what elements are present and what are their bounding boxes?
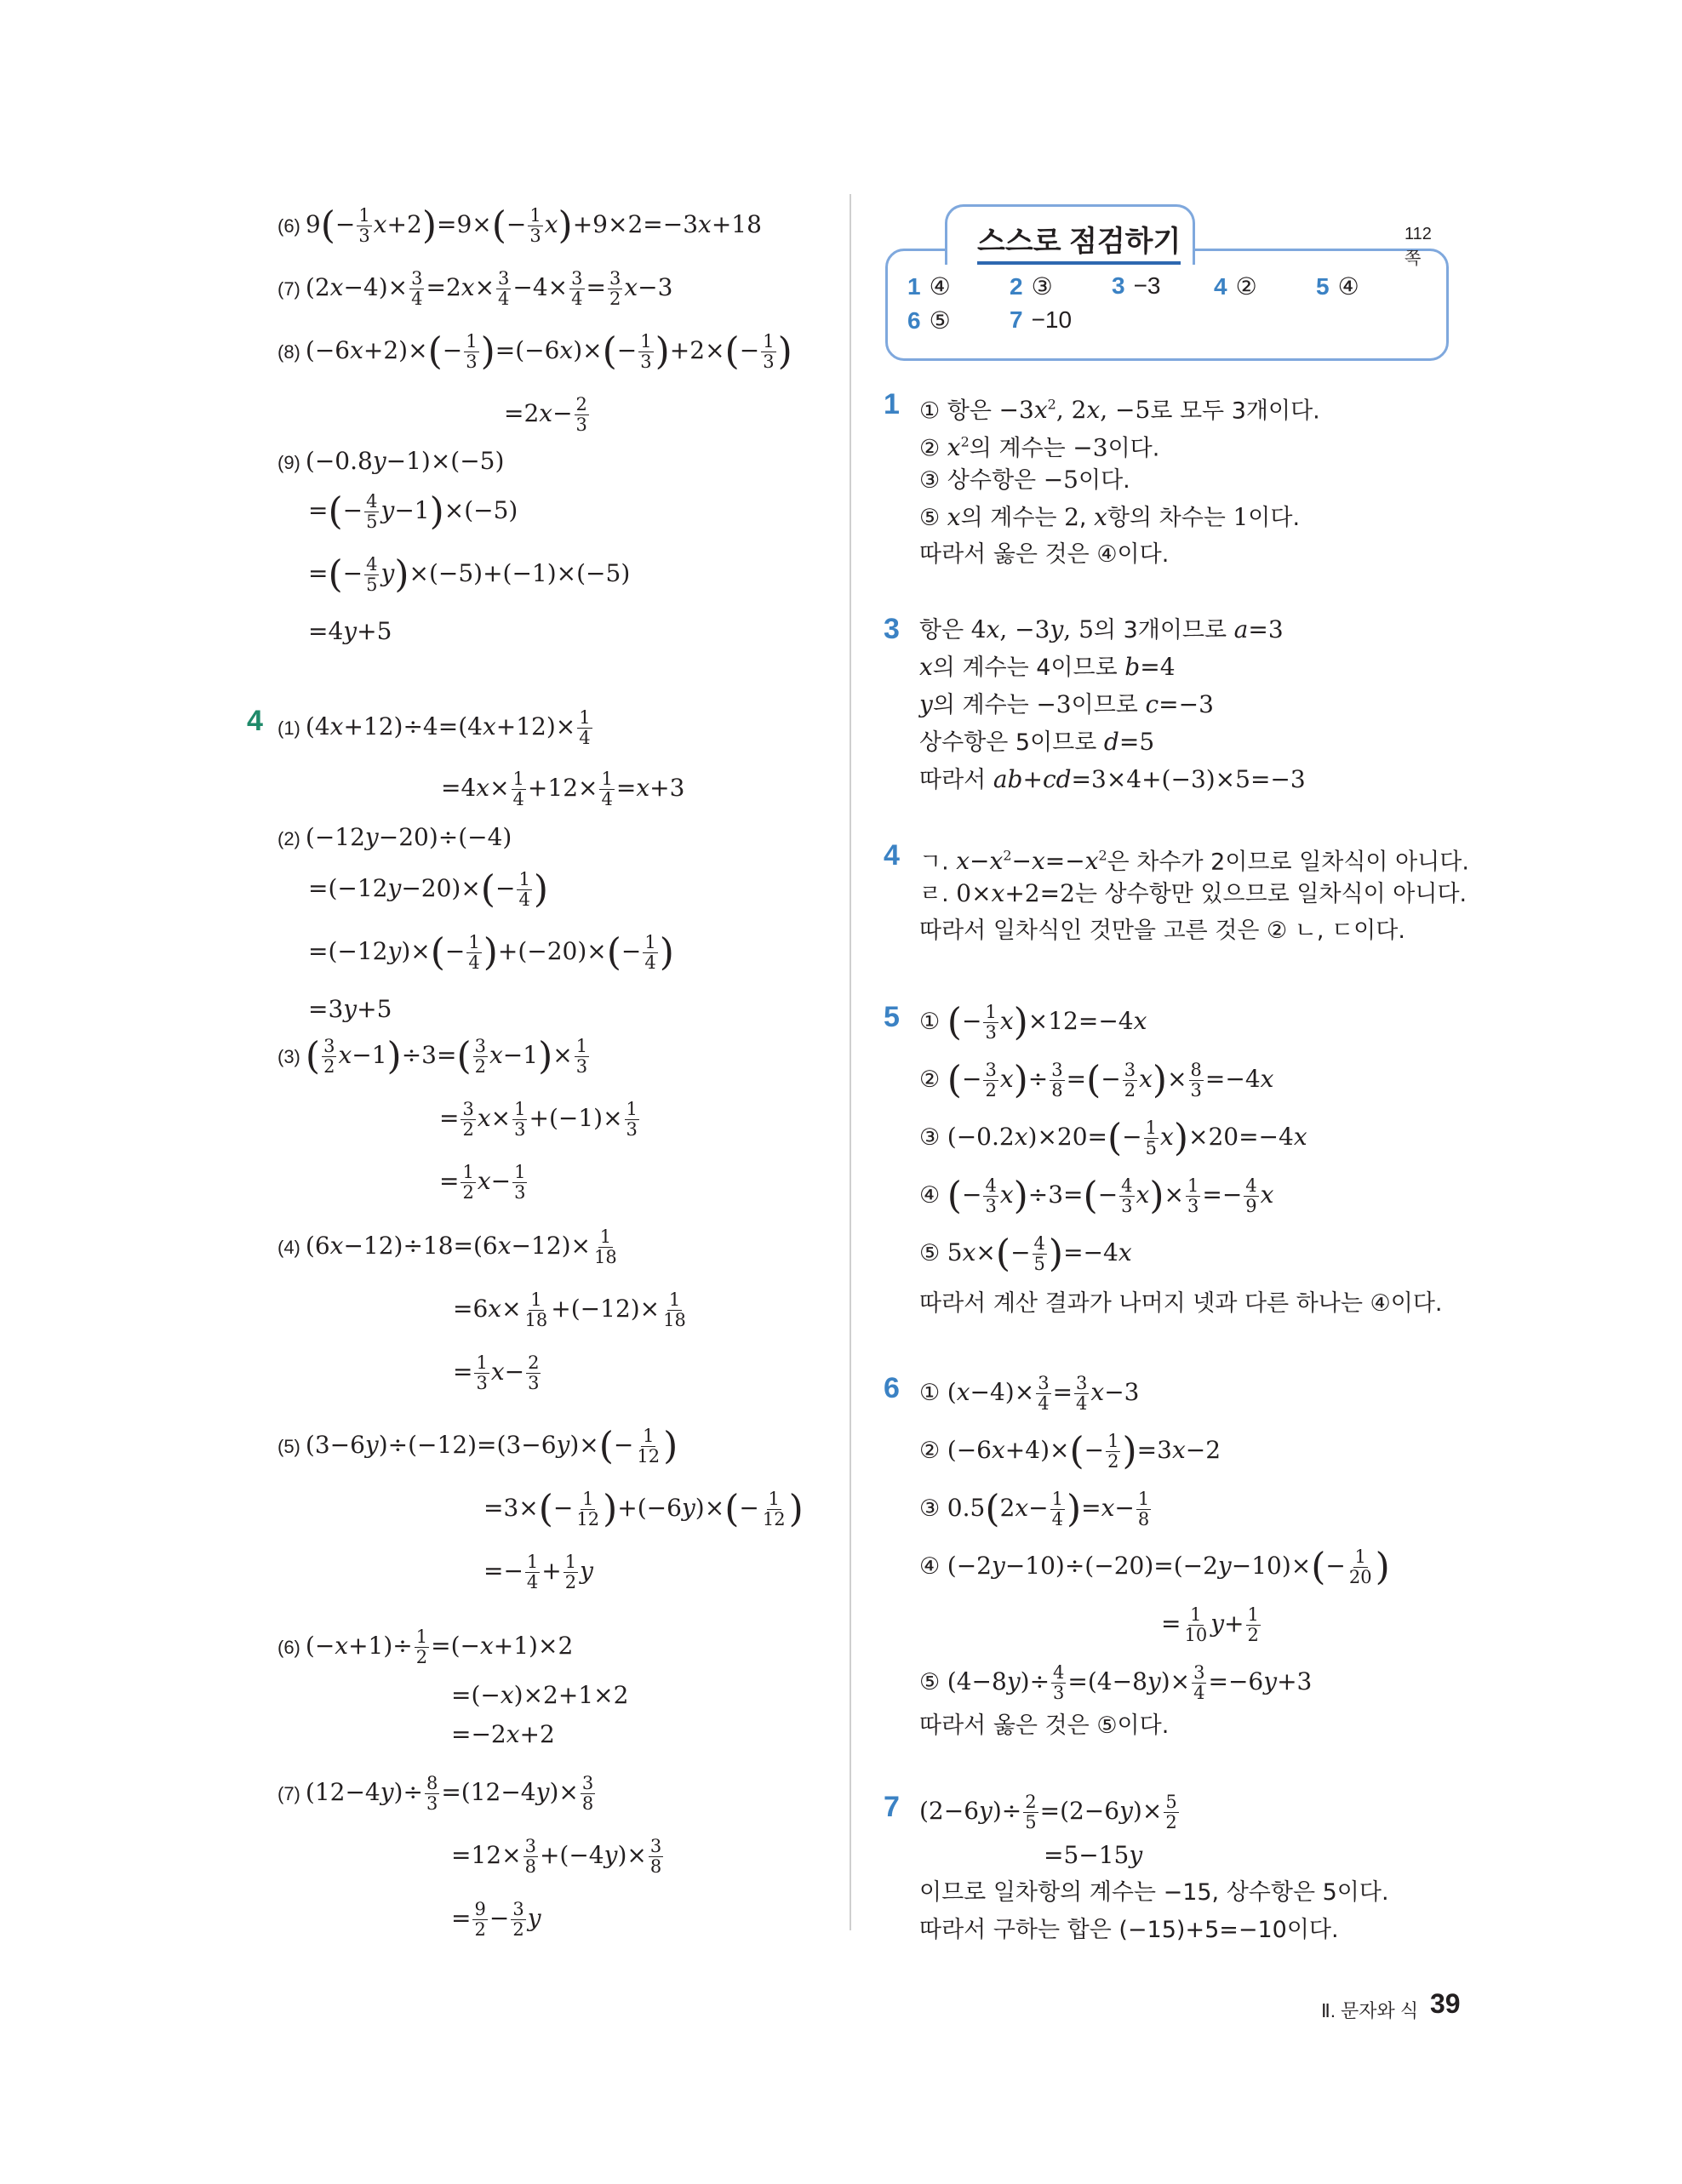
page-number: 39: [1430, 1988, 1461, 2019]
problem-3-6: (6) 9(− $\frac{1}{3}$ x+2)=9×(− $\frac{1}{3}$ x)+9×2=−3x+18: [277, 203, 762, 248]
problem-4-4: (4) (6x−12)÷18=(6x−12)× $\frac{1}{18}$: [277, 1226, 617, 1267]
problem-4-2-step1: =(−12y−20)×(− $\frac{1}{4}$ ): [308, 867, 548, 912]
solution-7-number: 7: [884, 1791, 900, 1823]
problem-3-8: (8) (−6x+2)×(− $\frac{1}{3}$ )=(−6x)×(− $\frac{1}{3}$ )+2×(− $\frac{1}{3}$ ): [277, 329, 792, 374]
answer-1: 1 ④: [907, 273, 951, 300]
solution-5-line3: ③ (−0.2x)×20=(− $\frac{1}{5}$ x)×20=−4x: [919, 1116, 1307, 1160]
solution-6-line5: ⑤ (4−8y)÷ $\frac{4}{3}$ =(4−8y)× $\frac{3}{4}$ =−6y+3: [919, 1662, 1313, 1703]
answer-4: 4 ②: [1214, 273, 1257, 300]
solution-5-line2: ② (− $\frac{3}{2}$ x)÷ $\frac{3}{8}$ =(− $\frac{3}{2}$ x)× $\frac{8}{3}$ =−4x: [919, 1058, 1274, 1102]
self-check-box: [885, 204, 1447, 361]
solution-6-line3: ③ 0.5(2x− $\frac{1}{4}$ )=x− $\frac{1}{8}$: [919, 1487, 1150, 1531]
problem-4-6-step2: =−2x+2: [451, 1720, 555, 1748]
column-divider: [850, 194, 851, 1930]
problem-4-3-step2: = $\frac{1}{2}$ x− $\frac{1}{3}$: [439, 1162, 526, 1203]
solution-4-conclusion: 따라서 일차식인 것만을 고른 것은 ② ㄴ, ㄷ이다.: [919, 918, 1405, 944]
solution-3-line4: 상수항은 5이므로 d=5: [919, 728, 1155, 756]
page-reference: 112쪽: [1405, 225, 1432, 268]
problem-4-7: (7) (12−4y)÷ $\frac{8}{3}$ =(12−4y)× $\frac{3}{8}$: [277, 1773, 594, 1814]
problem-4-4-step2: = $\frac{1}{3}$ x− $\frac{2}{3}$: [453, 1352, 540, 1393]
problem-3-9-step1: =(− $\frac{4}{5}$ y−1)×(−5): [308, 489, 518, 534]
solution-5-number: 5: [884, 1001, 900, 1033]
problem-4-5-step1: =3×(− $\frac{1}{12}$ )+(−6y)×(− $\frac{1}{12}$ ): [483, 1487, 804, 1531]
solution-6-number: 6: [884, 1372, 900, 1404]
solution-5-line1: ① (− $\frac{1}{3}$ x)×12=−4x: [919, 1000, 1147, 1044]
answer-3: 3 −3: [1112, 272, 1161, 299]
solution-4-number: 4: [884, 839, 900, 872]
problem-3-9: (9) (−0.8y−1)×(−5): [277, 447, 505, 475]
problem-4-5-step2: =− $\frac{1}{4}$ + $\frac{1}{2}$ y: [483, 1552, 593, 1592]
solution-7-line1: (2−6y)÷ $\frac{2}{5}$ =(2−6y)× $\frac{5}{2}$: [919, 1792, 1177, 1832]
problem-3-7: (7) (2x−4)× $\frac{3}{4}$ =2x× $\frac{3}{4}$ −4× $\frac{3}{4}$ = $\frac{3}{2}$ x−3: [277, 268, 673, 309]
answer-5: 5 ④: [1316, 273, 1359, 300]
solution-6-conclusion: 따라서 옳은 것은 ⑤이다.: [919, 1712, 1170, 1739]
problem-4-4-step1: =6x× $\frac{1}{18}$ +(−12)× $\frac{1}{18}$: [453, 1289, 686, 1330]
self-check-title: 스스로 점검하기: [977, 218, 1181, 265]
solution-3-line2: x의 계수는 4이므로 b=4: [919, 653, 1176, 681]
problem-4-6-step1: =(−x)×2+1×2: [451, 1681, 629, 1709]
solution-6-line2: ② (−6x+4)×(− $\frac{1}{2}$ )=3x−2: [919, 1429, 1221, 1473]
problem-4-2-step3: =3y+5: [308, 995, 392, 1023]
problem-4-2-step2: =(−12y)×(− $\frac{1}{4}$ )+(−20)×(− $\frac{1}{4}$ ): [308, 930, 674, 975]
problem-4-6: (6) (−x+1)÷ $\frac{1}{2}$ =(−x+1)×2: [277, 1627, 574, 1667]
problem-3-8-step: =2x− $\frac{2}{3}$: [504, 394, 587, 435]
solution-7-line2: =5−15y: [1044, 1841, 1143, 1869]
solution-6-line4: ④ (−2y−10)÷(−20)=(−2y−10)×(− $\frac{1}{20}$ ): [919, 1545, 1390, 1589]
solution-3-line1: 항은 4x, −3y, 5의 3개이므로 a=3: [919, 615, 1284, 643]
section-4-number: 4: [247, 705, 263, 737]
solution-4-line2: ㄹ. 0×x+2=2는 상수항만 있으므로 일차식이 아니다.: [919, 879, 1467, 907]
footer-section: Ⅱ. 문자와 식: [1321, 2000, 1419, 2021]
solution-1-line3: ③ 상수항은 −5이다.: [919, 466, 1130, 494]
solution-5-line4: ④ (− $\frac{4}{3}$ x)÷3=(− $\frac{4}{3}$ x)× $\frac{1}{3}$ =− $\frac{4}{9}$ x: [919, 1174, 1274, 1218]
problem-4-5: (5) (3−6y)÷(−12)=(3−6y)×(− $\frac{1}{12}$ ): [277, 1424, 678, 1468]
solution-3-line3: y의 계수는 −3이므로 c=−3: [919, 690, 1214, 718]
answer-2: 2 ③: [1010, 273, 1053, 300]
solution-3-number: 3: [884, 613, 900, 645]
solution-4-line1: ㄱ. $x-x^2-x=-x^2$은 차수가 2이므로 일차식이 아니다.: [919, 847, 1469, 876]
problem-3-9-step2: =(− $\frac{4}{5}$ y)×(−5)+(−1)×(−5): [308, 552, 631, 597]
solution-6-line4-step: = $\frac{1}{10}$ y+ $\frac{1}{2}$: [1161, 1604, 1259, 1645]
solution-1-line2: ② $x^2$의 계수는 −3이다.: [919, 433, 1160, 462]
problem-4-1-step: =4x× $\frac{1}{4}$ +12× $\frac{1}{4}$ =x+3: [441, 769, 685, 809]
solution-5-line5: ⑤ 5x×(− $\frac{4}{5}$ )=−4x: [919, 1232, 1132, 1276]
solution-1-line4: ⑤ x의 계수는 2, x항의 차수는 1이다.: [919, 503, 1301, 531]
solution-7-line3: 이므로 일차항의 계수는 −15, 상수항은 5이다.: [919, 1879, 1389, 1906]
problem-4-2: (2) (−12y−20)÷(−4): [277, 823, 512, 851]
solution-1-conclusion: 따라서 옳은 것은 ④이다.: [919, 541, 1170, 568]
solution-6-line1: ① (x−4)× $\frac{3}{4}$ = $\frac{3}{4}$ x−3: [919, 1373, 1140, 1414]
problem-4-7-step1: =12× $\frac{3}{8}$ +(−4y)× $\frac{3}{8}$: [451, 1836, 662, 1877]
problem-4-3-step1: = $\frac{3}{2}$ x× $\frac{1}{3}$ +(−1)× $\frac{1}{3}$: [439, 1099, 638, 1140]
solution-5-conclusion: 따라서 계산 결과가 나머지 넷과 다른 하나는 ④이다.: [919, 1290, 1443, 1317]
solution-3-line5: 따라서 ab+cd=3×4+(−3)×5=−3: [919, 765, 1306, 793]
answer-6: 6 ⑤: [907, 307, 951, 334]
problem-4-7-step2: = $\frac{9}{2}$ − $\frac{3}{2}$ y: [451, 1899, 541, 1940]
problem-3-9-step3: =4y+5: [308, 617, 392, 645]
problem-4-3: (3) ( $\frac{3}{2}$ x−1)÷3=( $\frac{3}{2}$ x−1)× $\frac{1}{3}$: [277, 1034, 588, 1078]
self-check-frame: [885, 249, 1449, 361]
solution-1-number: 1: [884, 388, 900, 420]
solution-7-line4: 따라서 구하는 합은 (−15)+5=−10이다.: [919, 1917, 1339, 1943]
answer-7: 7 −10: [1010, 306, 1073, 333]
problem-4-1: (1) (4x+12)÷4=(4x+12)× $\frac{1}{4}$: [277, 707, 591, 748]
solution-1-line1: ① 항은 $-3x^2$, 2x, −5로 모두 3개이다.: [919, 396, 1320, 425]
